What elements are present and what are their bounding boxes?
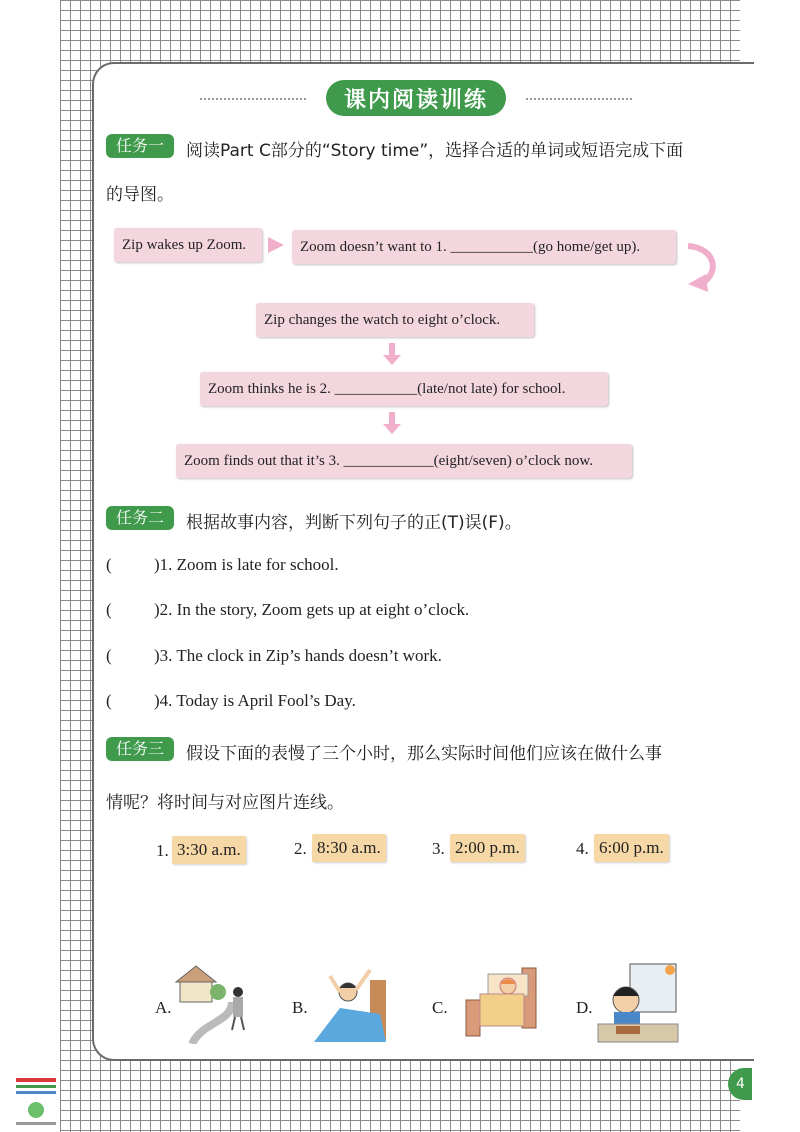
task1-tag: 任务一 — [106, 134, 174, 158]
time-number: 1. — [156, 841, 169, 860]
title-dotted-line-left — [200, 98, 306, 100]
down-arrow-icon — [389, 343, 395, 365]
answer-paren[interactable]: ( — [106, 555, 112, 574]
flow-box-1: Zip wakes up Zoom. — [114, 228, 262, 262]
right-arrow-icon — [268, 237, 284, 253]
tf-statement: )4. Today is April Fool’s Day. — [154, 691, 356, 710]
task3-tag: 任务三 — [106, 737, 174, 761]
tf-statement: )3. The clock in Zip’s hands doesn’t work. — [154, 646, 442, 665]
task2-text: 根据故事内容，判断下列句子的正(T)误(F)。 — [186, 513, 522, 533]
flow-box-3: Zip changes the watch to eight o’clock. — [256, 303, 534, 337]
time-number: 2. — [294, 839, 307, 858]
tf-item-1 — [106, 555, 339, 575]
answer-paren[interactable]: ( — [106, 691, 112, 710]
title-dotted-line-right — [526, 98, 632, 100]
picture-label-d: D. — [576, 998, 593, 1017]
down-arrow-icon — [389, 412, 395, 434]
sleeping-icon[interactable] — [460, 962, 540, 1042]
task1-text-line1: 阅读Part C部分的“Story time”，选择合适的单词或短语完成下面 — [186, 141, 684, 161]
flow-box-2: Zoom doesn’t want to 1. ___________(go home/get up). — [292, 230, 676, 264]
walking-to-school-icon[interactable] — [172, 962, 252, 1044]
picture-label-c: C. — [432, 998, 448, 1017]
curved-arrow-icon — [684, 240, 724, 298]
picture-label-b: B. — [292, 998, 308, 1017]
task3-text-line1: 假设下面的表慢了三个小时，那么实际时间他们应该在做什么事 — [186, 744, 662, 764]
answer-paren[interactable]: ( — [106, 646, 112, 665]
eating-dinner-icon[interactable] — [596, 962, 680, 1044]
section-title: 课内阅读训练 — [326, 80, 506, 116]
tf-statement: )1. Zoom is late for school. — [154, 555, 339, 574]
waking-up-icon[interactable] — [310, 962, 390, 1044]
task2-tag: 任务二 — [106, 506, 174, 530]
tf-statement: )2. In the story, Zoom gets up at eight o’clock. — [154, 600, 470, 619]
task1-text-line2: 的导图。 — [106, 185, 174, 205]
tf-item-4 — [106, 691, 356, 711]
tf-item-3 — [106, 646, 442, 666]
answer-paren[interactable]: ( — [106, 600, 112, 619]
publisher-logo — [14, 1076, 58, 1128]
task3-text-line2: 情呢？将时间与对应图片连线。 — [106, 793, 344, 813]
time-label: 8:30 a.m. — [312, 834, 386, 862]
time-label: 6:00 p.m. — [594, 834, 669, 862]
flow-box-5: Zoom finds out that it’s 3. ____________(eight/seven) o’clock now. — [176, 444, 632, 478]
time-number: 3. — [432, 839, 445, 858]
flow-box-4: Zoom thinks he is 2. ___________(late/not late) for school. — [200, 372, 608, 406]
section-header — [0, 80, 800, 120]
time-number: 4. — [576, 839, 589, 858]
page-number: 4 — [728, 1068, 752, 1100]
time-label: 2:00 p.m. — [450, 834, 525, 862]
time-label: 3:30 a.m. — [172, 836, 246, 864]
tf-item-2 — [106, 600, 469, 620]
picture-label-a: A. — [155, 998, 172, 1017]
